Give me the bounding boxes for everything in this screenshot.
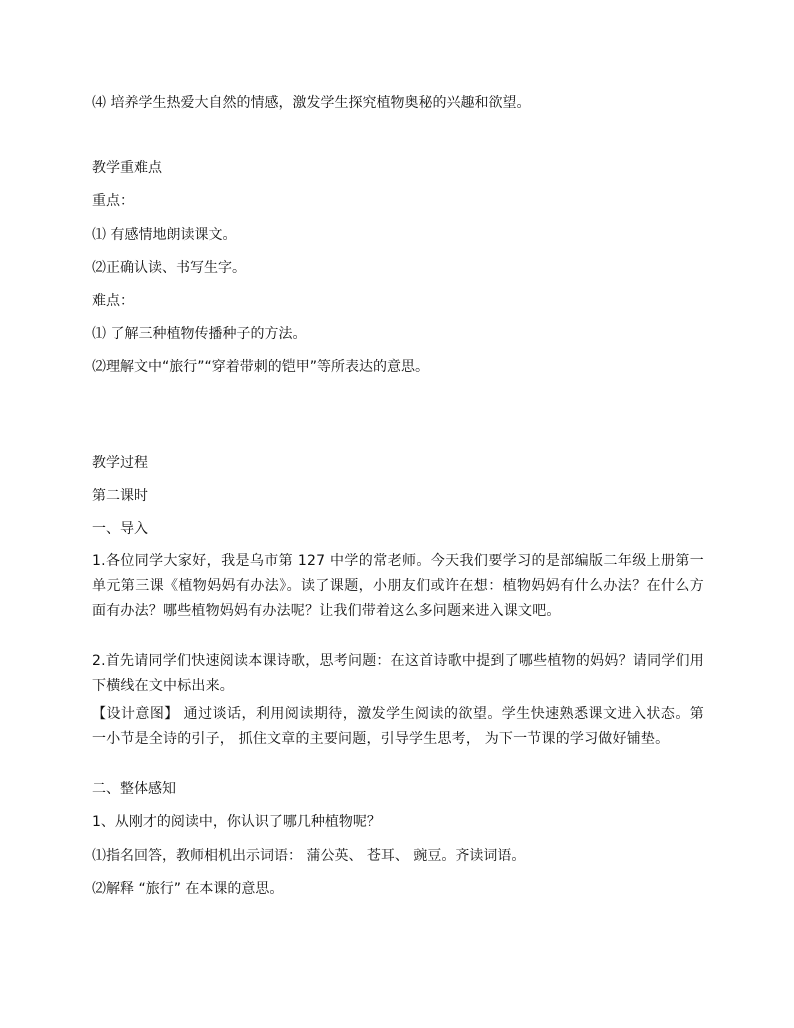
intro-paragraph-1: 1.各位同学大家好，我是乌市第 127 中学的常老师。今天我们要学习的是部编版二年级上册第一单元第三课《植物妈妈有办法》。读了课题，小朋友们或许在想：植物妈妈有什么办法？在什么方面有办法？哪些植物妈妈有办法呢？让我们带着这么多问题来进入课文吧。 — [92, 553, 704, 619]
section-1-title: 一、导入 — [92, 521, 148, 537]
lesson-label: 第二课时 — [92, 488, 148, 504]
perception-step-1: ⑴指名回答，教师相机出示词语： 蒲公英、 苍耳、 豌豆。齐读词语。 — [92, 848, 526, 864]
key-point-2: ⑵正确认读、书写生字。 — [92, 260, 246, 276]
design-intent-paragraph: 【设计意图】 通过谈话，利用阅读期待，激发学生阅读的欲望。学生快速熟悉课文进入状态。第一小节是全诗的引子， 抓住文章的主要问题，引导学生思考， 为下一节课的学习做好铺垫。 — [92, 706, 704, 747]
key-points-heading: 重点： — [92, 193, 134, 209]
perception-question-1: 1、从刚才的阅读中，你认识了哪几种植物呢？ — [92, 814, 381, 830]
intro-paragraph-2: 2.首先请同学们快速阅读本课诗歌，思考问题：在这首诗歌中提到了哪些植物的妈妈？请同学们用下横线在文中标出来。 — [92, 653, 704, 694]
difficult-heading: 难点： — [92, 293, 134, 309]
objective-4: ⑷ 培养学生热爱大自然的情感，激发学生探究植物奥秘的兴趣和欲望。 — [92, 95, 531, 111]
difficult-point-2: ⑵理解文中“旅行”“穿着带刺的铠甲”等所表达的意思。 — [92, 359, 430, 375]
key-difficult-heading: 教学重难点 — [92, 160, 162, 176]
perception-step-2: ⑵解释 “旅行” 在本课的意思。 — [92, 881, 284, 897]
section-2-title: 二、整体感知 — [92, 781, 176, 797]
process-heading: 教学过程 — [92, 455, 148, 471]
difficult-point-1: ⑴ 了解三种植物传播种子的方法。 — [92, 326, 307, 342]
key-point-1: ⑴ 有感情地朗读课文。 — [92, 227, 237, 243]
